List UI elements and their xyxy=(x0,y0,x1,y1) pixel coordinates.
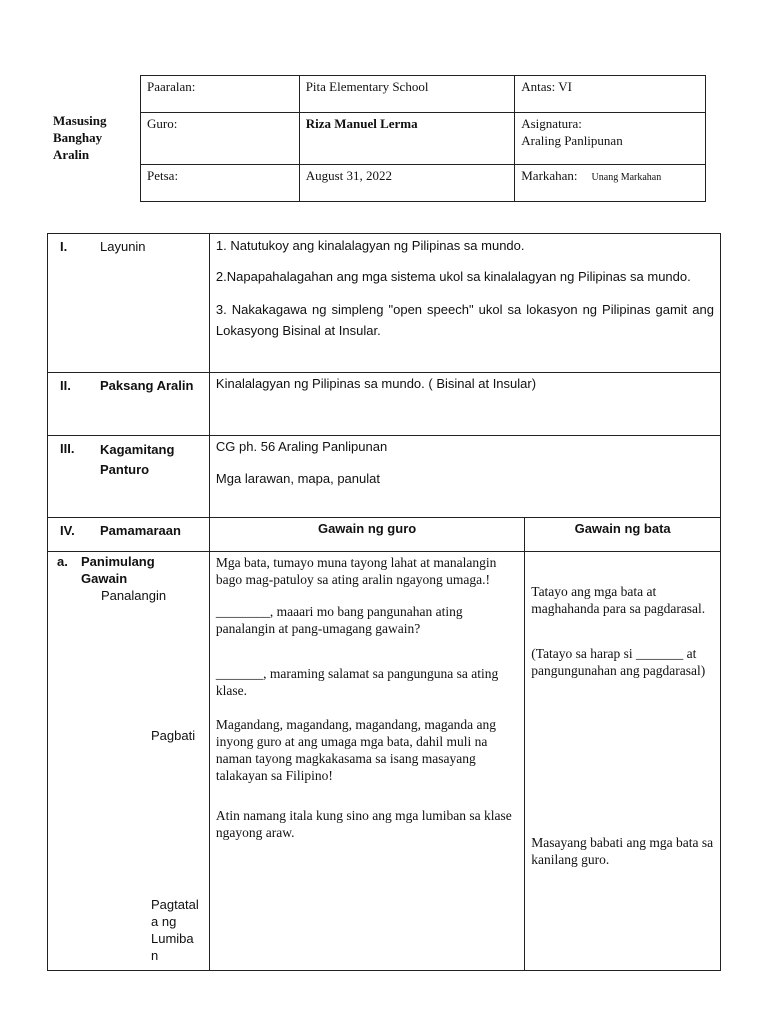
markahan-label: Markahan: xyxy=(521,168,578,183)
petsa-value: August 31, 2022 xyxy=(299,165,515,202)
guro-paragraph: Atin namang itala kung sino ang mga lumiban sa klase ngayong araw. xyxy=(215,808,512,840)
guro-paragraph: _______, maraming salamat sa pangunguna sa ating klase. xyxy=(215,666,499,698)
panimulang-title xyxy=(81,553,155,587)
guro-paragraph: ________, maaari mo bang pangunahan ating panalangin at pang-umagang gawain? xyxy=(215,604,463,636)
layunin-item: 3. Nakakagawa ng simpleng "open speech" ukol sa lokasyon ng Pilipinas gamit ang Lokasyong Bisinal at Insular. xyxy=(215,302,714,338)
guro-name: Riza Manuel Lerma xyxy=(305,116,418,131)
panimulang-title-line: Panimulang xyxy=(81,554,155,569)
bata-paragraph: Masayang babati ang mga bata sa kanilang guro. xyxy=(531,835,714,867)
pamamaraan-label: Pamamaraan xyxy=(100,523,181,538)
side-title-line: Masusing xyxy=(53,113,107,128)
asignatura-value: Araling Panlipunan xyxy=(521,133,623,148)
header-info-table xyxy=(140,75,706,202)
guro-value xyxy=(299,113,515,165)
section-number: III. xyxy=(60,441,75,456)
kagamitang-content xyxy=(209,436,720,518)
sub-pagbati: Pagbati xyxy=(151,728,196,743)
lesson-plan-table xyxy=(47,233,721,971)
kagamitang-label xyxy=(100,440,203,480)
sub-pagtatala-line: n xyxy=(151,948,159,963)
markahan-value: Unang Markahan xyxy=(591,172,662,183)
guro-paragraph: Magandang, magandang, magandang, maganda ang inyong guro at ang umaga mga bata, dahil muli na naman tayong magkakasama sa isang masayang talakayan sa Filipino! xyxy=(215,717,496,783)
asignatura-cell xyxy=(515,113,706,165)
guro-label: Guro: xyxy=(141,113,300,165)
guro-paragraph: Mga bata, tumayo muna tayong lahat at manalangin bago mag-patuloy sa ating aralin ngayong umaga.! xyxy=(215,555,497,587)
panimulang-heading-cell xyxy=(48,552,210,971)
paaralan-label: Paaralan: xyxy=(141,76,300,113)
paksang-label: Paksang Aralin xyxy=(100,378,194,393)
sub-pagtatala xyxy=(151,896,199,964)
layunin-item: 1. Natutukoy ang kinalalagyan ng Pilipinas sa mundo. xyxy=(215,238,525,253)
paaralan-value: Pita Elementary School xyxy=(299,76,515,113)
sub-pagtatala-line: Pagtatal xyxy=(151,897,199,912)
layunin-label: Layunin xyxy=(100,239,146,254)
kagamitang-label-line: Panturo xyxy=(100,462,150,477)
asignatura-label: Asignatura: xyxy=(521,116,582,131)
section-number: IV. xyxy=(60,523,75,538)
sub-pagtatala-line: Lumiba xyxy=(151,931,194,946)
antas-field: Antas: VI xyxy=(515,76,706,113)
bata-paragraph: (Tatayo sa harap si _______ at pangungunahan ang pagdarasal) xyxy=(531,646,706,678)
side-title-line: Aralin xyxy=(53,147,90,162)
gawain-guro-cell xyxy=(209,552,524,971)
layunin-item: 2.Napapahalagahan ang mga sistema ukol sa kinalalagyan ng Pilipinas sa mundo. xyxy=(215,269,691,284)
section-number: I. xyxy=(60,239,68,254)
gawain-bata-header: Gawain ng bata xyxy=(525,518,721,552)
kagamitang-heading-cell xyxy=(48,436,210,518)
kagamitang-line: CG ph. 56 Araling Panlipunan xyxy=(215,439,388,454)
sub-pagtatala-line: a ng xyxy=(151,914,177,929)
petsa-label: Petsa: xyxy=(141,165,300,202)
pamamaraan-heading-cell xyxy=(48,518,210,552)
panimulang-title-line: Gawain xyxy=(81,571,128,586)
gawain-bata-cell xyxy=(525,552,721,971)
bata-paragraph: Tatayo ang mga bata at maghahanda para sa pagdarasal. xyxy=(531,584,706,616)
gawain-guro-header: Gawain ng guro xyxy=(209,518,524,552)
layunin-content xyxy=(209,234,720,373)
paksang-content: Kinalalagyan ng Pilipinas sa mundo. ( Bisinal at Insular) xyxy=(209,373,720,436)
kagamitang-label-line: Kagamitang xyxy=(100,442,175,457)
kagamitang-line: Mga larawan, mapa, panulat xyxy=(215,471,380,486)
document-side-title xyxy=(53,112,133,163)
phase-letter: a. xyxy=(57,554,68,569)
sub-panalangin: Panalangin xyxy=(101,588,167,603)
paksang-heading-cell xyxy=(48,373,210,436)
markahan-cell xyxy=(515,165,706,202)
section-number: II. xyxy=(60,378,71,393)
side-title-line: Banghay xyxy=(53,130,103,145)
layunin-heading-cell xyxy=(48,234,210,373)
